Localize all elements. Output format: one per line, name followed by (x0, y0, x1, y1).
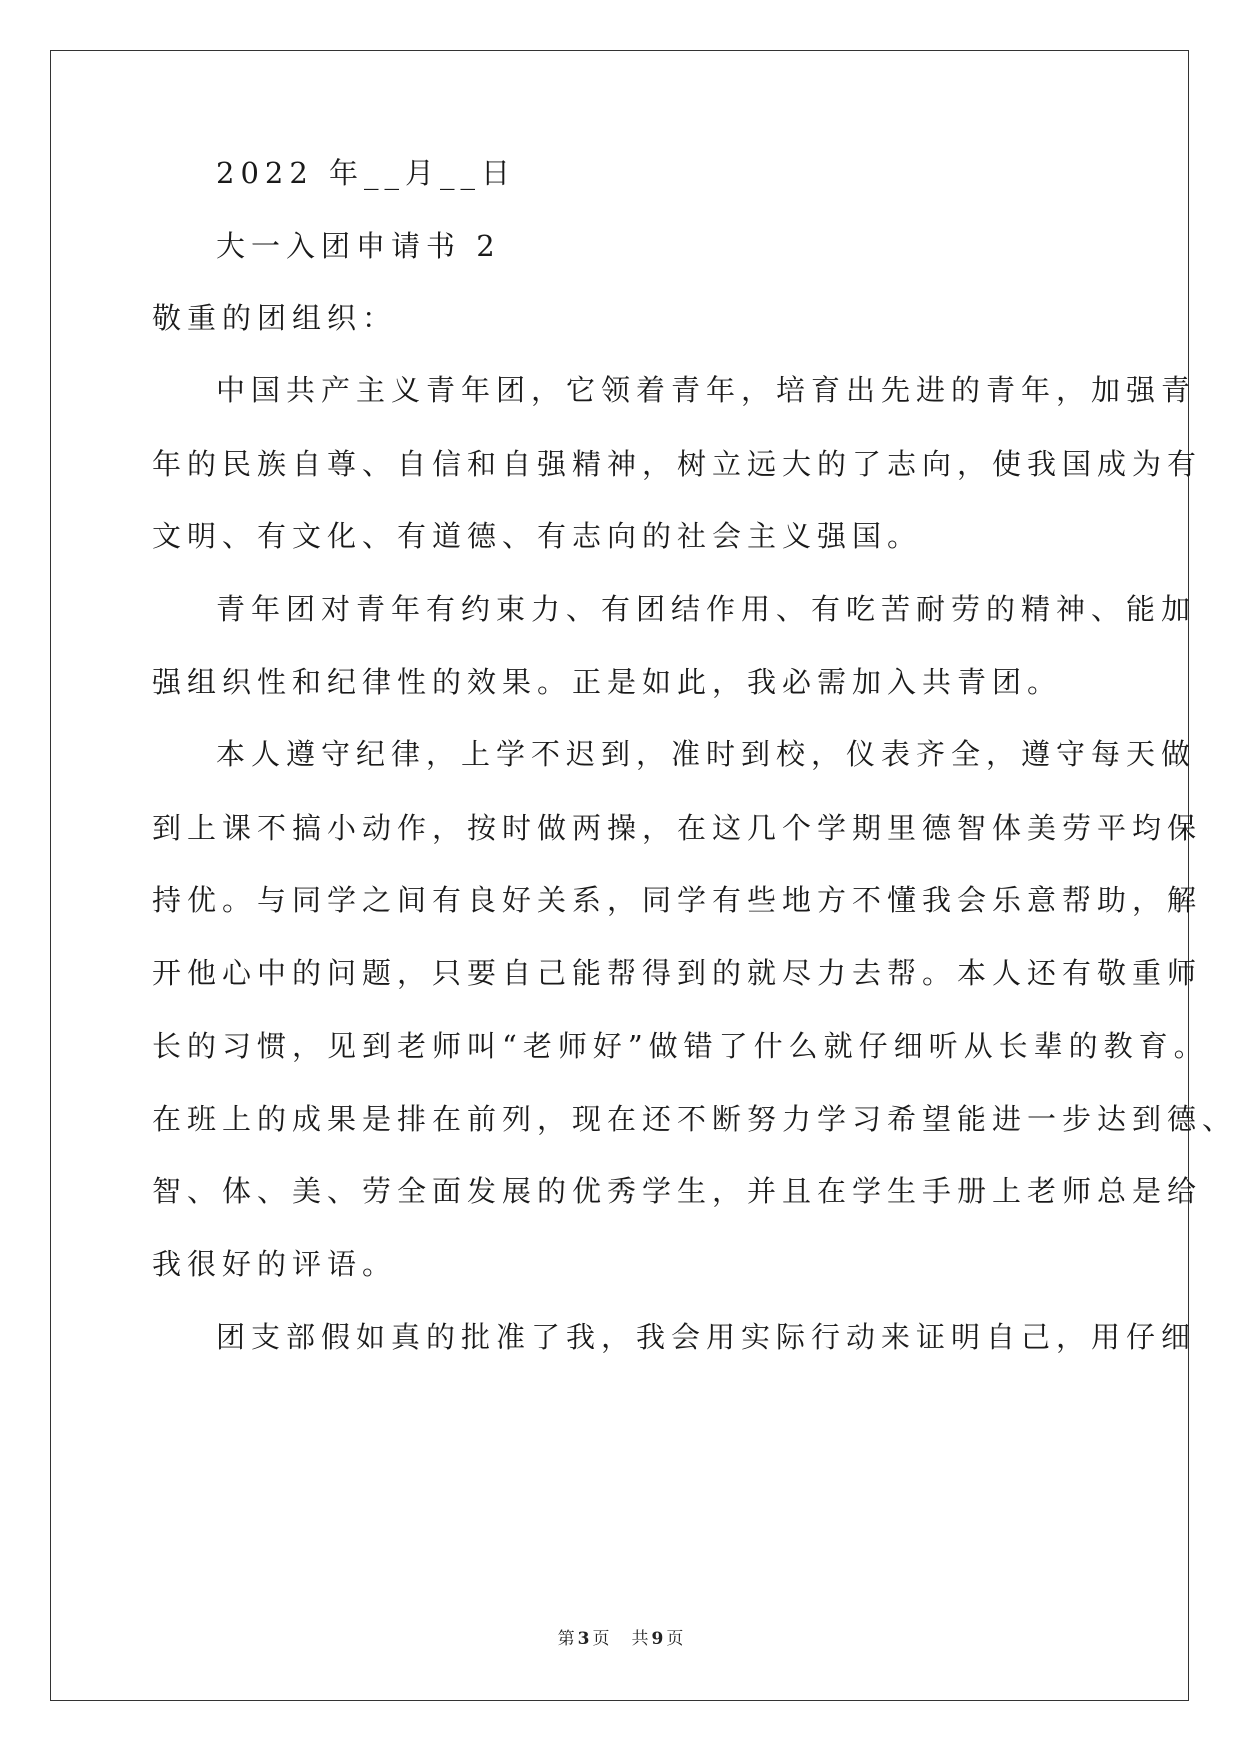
page-border (50, 50, 1189, 1701)
page-total: 9 (651, 1629, 664, 1649)
page-prefix: 第 (557, 1629, 575, 1649)
total-prefix: 共 (631, 1629, 649, 1649)
body-line: 团支部假如真的批准了我，我会用实际行动来证明自己，用仔细 (216, 1320, 1197, 1354)
body-line: 年的民族自尊、自信和自强精神，树立远大的了志向，使我国成为有 (152, 447, 1203, 481)
body-line: 持优。与同学之间有良好关系，同学有些地方不懂我会乐意帮助，解 (152, 883, 1203, 917)
page-footer (0, 1628, 1241, 1650)
salutation: 敬重的团组织： (152, 301, 398, 335)
date-line: 2022 年__月__日 (216, 156, 517, 190)
body-line: 开他心中的问题，只要自己能帮得到的就尽力去帮。本人还有敬重师 (152, 956, 1203, 990)
body-line: 本人遵守纪律，上学不迟到，准时到校，仪表齐全，遵守每天做 (216, 737, 1197, 771)
page-current: 3 (577, 1629, 590, 1649)
body-line: 文明、有文化、有道德、有志向的社会主义强国。 (152, 519, 923, 553)
body-line: 智、体、美、劳全面发展的优秀学生，并且在学生手册上老师总是给 (152, 1174, 1203, 1208)
body-line: 强组织性和纪律性的效果。正是如此，我必需加入共青团。 (152, 665, 1063, 699)
page-suffix: 页 (592, 1629, 610, 1649)
body-line: 到上课不搞小动作，按时做两操，在这几个学期里德智体美劳平均保 (152, 811, 1203, 845)
body-line: 我很好的评语。 (152, 1247, 398, 1281)
total-suffix: 页 (666, 1629, 684, 1649)
body-line: 中国共产主义青年团，它领着青年，培育出先进的青年，加强青 (216, 373, 1197, 407)
body-line: 长的习惯，见到老师叫“老师好”做错了什么就仔细听从长辈的教育。 (152, 1029, 1209, 1063)
body-line: 青年团对青年有约束力、有团结作用、有吃苦耐劳的精神、能加 (216, 592, 1197, 626)
body-line: 在班上的成果是排在前列，现在还不断努力学习希望能进一步达到德、 (152, 1102, 1238, 1136)
heading: 大一入团申请书 2 (216, 229, 501, 263)
